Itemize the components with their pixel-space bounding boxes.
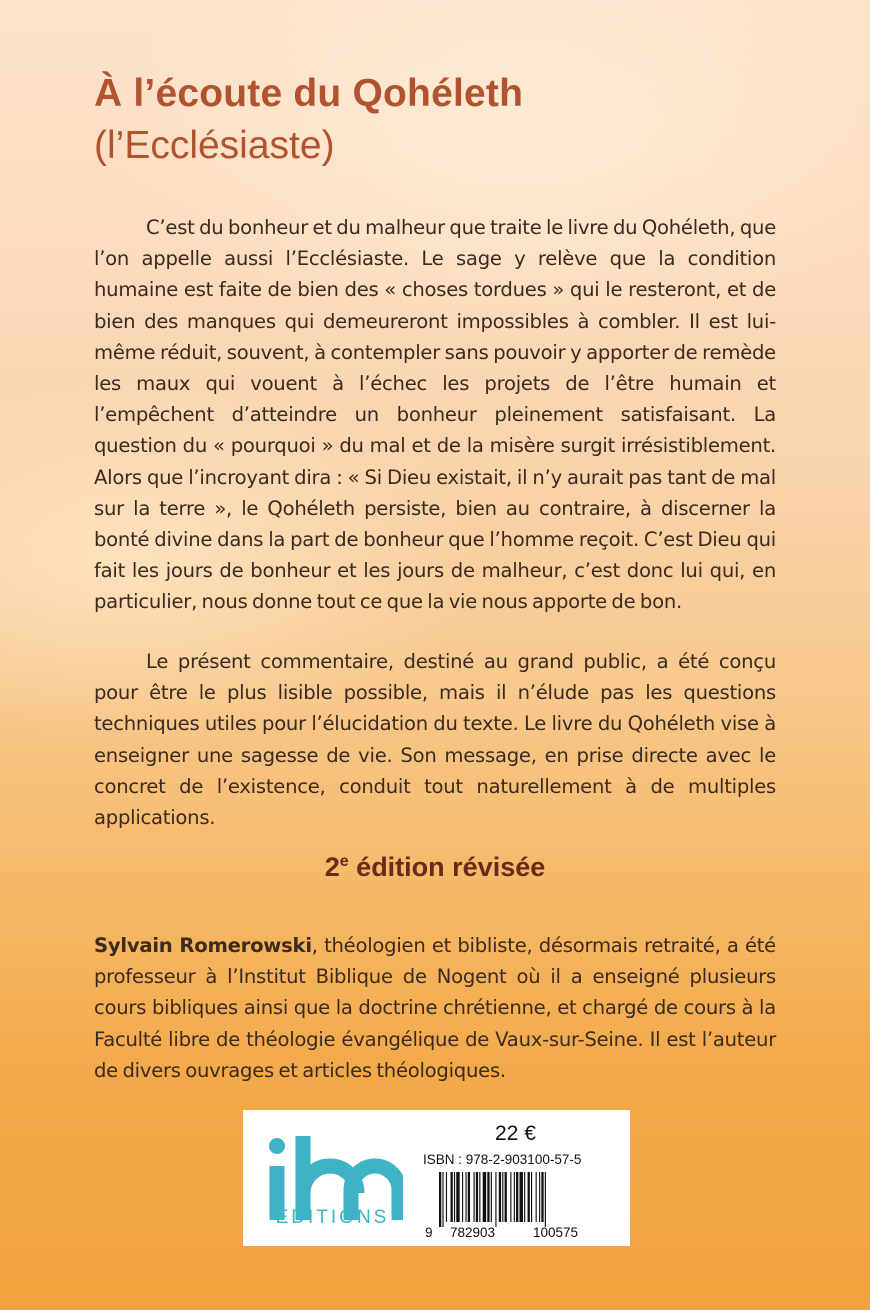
barcode-bar [474, 1172, 475, 1222]
barcode-digits-right: 100575 [533, 1225, 579, 1240]
barcode-bar [446, 1172, 447, 1222]
barcode-digit-first: 9 [425, 1225, 433, 1240]
barcode-bar [454, 1172, 455, 1222]
isbn: ISBN : 978-2-903100-57-5 [423, 1152, 582, 1167]
barcode-bar [516, 1172, 518, 1222]
barcode-bar [456, 1172, 459, 1222]
barcode-bar [465, 1172, 466, 1222]
barcode-digits [425, 1225, 615, 1243]
barcode-bar [499, 1172, 501, 1222]
price: 22 € [495, 1122, 536, 1145]
barcode-bar [483, 1172, 486, 1222]
barcode-bar [479, 1172, 480, 1222]
barcode-bar [536, 1172, 537, 1222]
barcode-bar [531, 1172, 532, 1222]
barcode-bar [524, 1172, 525, 1222]
barcode-bar [442, 1172, 443, 1227]
barcode-bar [514, 1172, 515, 1222]
barcode-bar [510, 1172, 511, 1222]
barcode-bar [528, 1172, 530, 1222]
publisher-name: ÉDITIONS [275, 1207, 390, 1228]
edition-superscript: e [339, 853, 349, 870]
barcode-bar [545, 1172, 546, 1227]
barcode-bar [476, 1172, 478, 1222]
barcode-bar [451, 1172, 453, 1222]
description-paragraph-1: C’est du bonheur et du malheur que traite le livre du Qohéleth, que l’on appelle aussi l’Ecclésiaste. Le sage y relève que la condition humaine est faite de bien des « choses tordues » qui le resteront, et de bien des manques qui demeureront impossibles à combler. Il est lui-même réduit, souvent, à contempler sans pouvoir y apporter de remède les maux qui vouent à l’échec les projets de l’être humain et l’empêchent d’atteindre un bonheur pleinement satisfaisant. La question du « pourquoi » du mal et de la misère surgit irrésistiblement. Alors que l’incroyant dira : « Si Dieu existait, il n’y aurait pas tant de mal sur la terre », le Qohéleth persiste, bien au contraire, à discerner la bonté divine dans la part de bonheur que l’homme reçoit. C’est Dieu qui fait les jours de bonheur et les jours de malheur, c’est donc lui qui, en particulier, nous donne tout ce que la vie nous apporte de bon. [94, 216, 776, 614]
barcode-bar [468, 1172, 470, 1222]
author-name: Sylvain Romerowski [94, 934, 312, 957]
book-title: À l’écoute du Qohéleth [94, 72, 524, 115]
barcode-bar [505, 1172, 507, 1222]
book-subtitle: (l’Ecclésiaste) [94, 124, 335, 167]
barcode [439, 1172, 609, 1227]
barcode-bar [439, 1172, 441, 1227]
barcode-bar [539, 1172, 540, 1222]
barcode-bar [541, 1172, 543, 1222]
barcode-bar [462, 1172, 463, 1222]
price-barcode-label [243, 1110, 630, 1246]
edition-notice [0, 852, 870, 883]
edition-number: 2 [324, 852, 340, 882]
barcode-bar [502, 1172, 503, 1222]
barcode-bar [491, 1172, 492, 1222]
author-bio-text: , théologien et bibliste, désormais retraité, a été professeur à l’Institut Biblique de Nogent où il a enseigné plusieurs cours bibliques ainsi que la doctrine chrétienne, et chargé de cours à la Faculté libre de théologie évangélique de Vaux-sur-Seine. Il est l’auteur de divers ouvrages et articles théologiques. [94, 934, 776, 1082]
barcode-bar [520, 1172, 523, 1222]
barcode-digits-left: 782903 [450, 1225, 496, 1240]
edition-label: édition révisée [348, 852, 546, 882]
barcode-bar [495, 1172, 496, 1227]
description-paragraph-2: Le présent commentaire, destiné au grand public, a été conçu pour être le plus lisible possible, mais il n’élude pas les questions techniques utiles pour l’élucidation du texte. Le livre du Qohéleth vise à enseigner une sagesse de vie. Son message, en prise directe avec le concret de l’existence, conduit tout naturellement à de multiples applications. [94, 650, 776, 830]
barcode-bar [487, 1172, 489, 1222]
author-bio [94, 930, 776, 1086]
